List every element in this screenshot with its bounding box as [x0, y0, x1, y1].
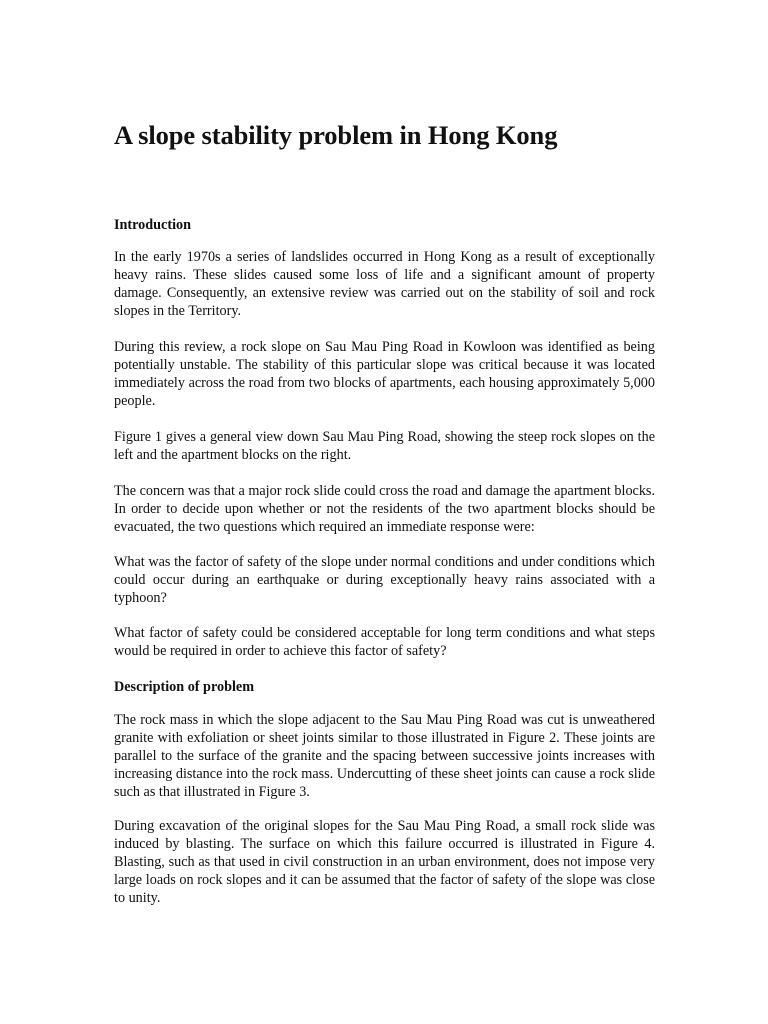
paragraph: During this review, a rock slope on Sau Mau Ping Road in Kowloon was identified as being potentially unstable. The stability of this particular slope was critical because it was located immediately across the road from two blocks of apartments, each housing approximately 5,000 people. [114, 339, 655, 409]
paragraph: What was the factor of safety of the slope under normal conditions and under conditions which could occur during an earthquake or during exceptionally heavy rains associated with a typhoon? [114, 554, 655, 606]
section-heading-introduction: Introduction [114, 217, 191, 233]
document-title: A slope stability problem in Hong Kong [114, 120, 558, 150]
paragraph: The rock mass in which the slope adjacent to the Sau Mau Ping Road was cut is unweathered granite with exfoliation or sheet joints similar to those illustrated in Figure 2. These joints are parallel to the surface of the granite and the spacing between successive joints increases with increasing distance into the rock mass. Undercutting of these sheet joints can cause a rock slide such as that illustrated in Figure 3. [114, 712, 655, 800]
paragraph: What factor of safety could be considered acceptable for long term conditions and what steps would be required in order to achieve this factor of safety? [114, 625, 655, 659]
paragraph: In the early 1970s a series of landslides occurred in Hong Kong as a result of exceptionally heavy rains. These slides caused some loss of life and a significant amount of property damage. Consequently, an extensive review was carried out on the stability of soil and rock slopes in the Territory. [114, 249, 655, 319]
paragraph: During excavation of the original slopes for the Sau Mau Ping Road, a small rock slide was induced by blasting. The surface on which this failure occurred is illustrated in Figure 4. Blasting, such as that used in civil construction in an urban environment, does not impose very large loads on rock slopes and it can be assumed that the factor of safety of the slope was close to unity. [114, 818, 655, 906]
paragraph: Figure 1 gives a general view down Sau Mau Ping Road, showing the steep rock slopes on the left and the apartment blocks on the right. [114, 429, 655, 463]
section-heading-description-of-problem: Description of problem [114, 679, 255, 695]
paragraph: The concern was that a major rock slide could cross the road and damage the apartment blocks. In order to decide upon whether or not the residents of the two apartment blocks should be evacuated, the two questions which required an immediate response were: [114, 483, 655, 535]
